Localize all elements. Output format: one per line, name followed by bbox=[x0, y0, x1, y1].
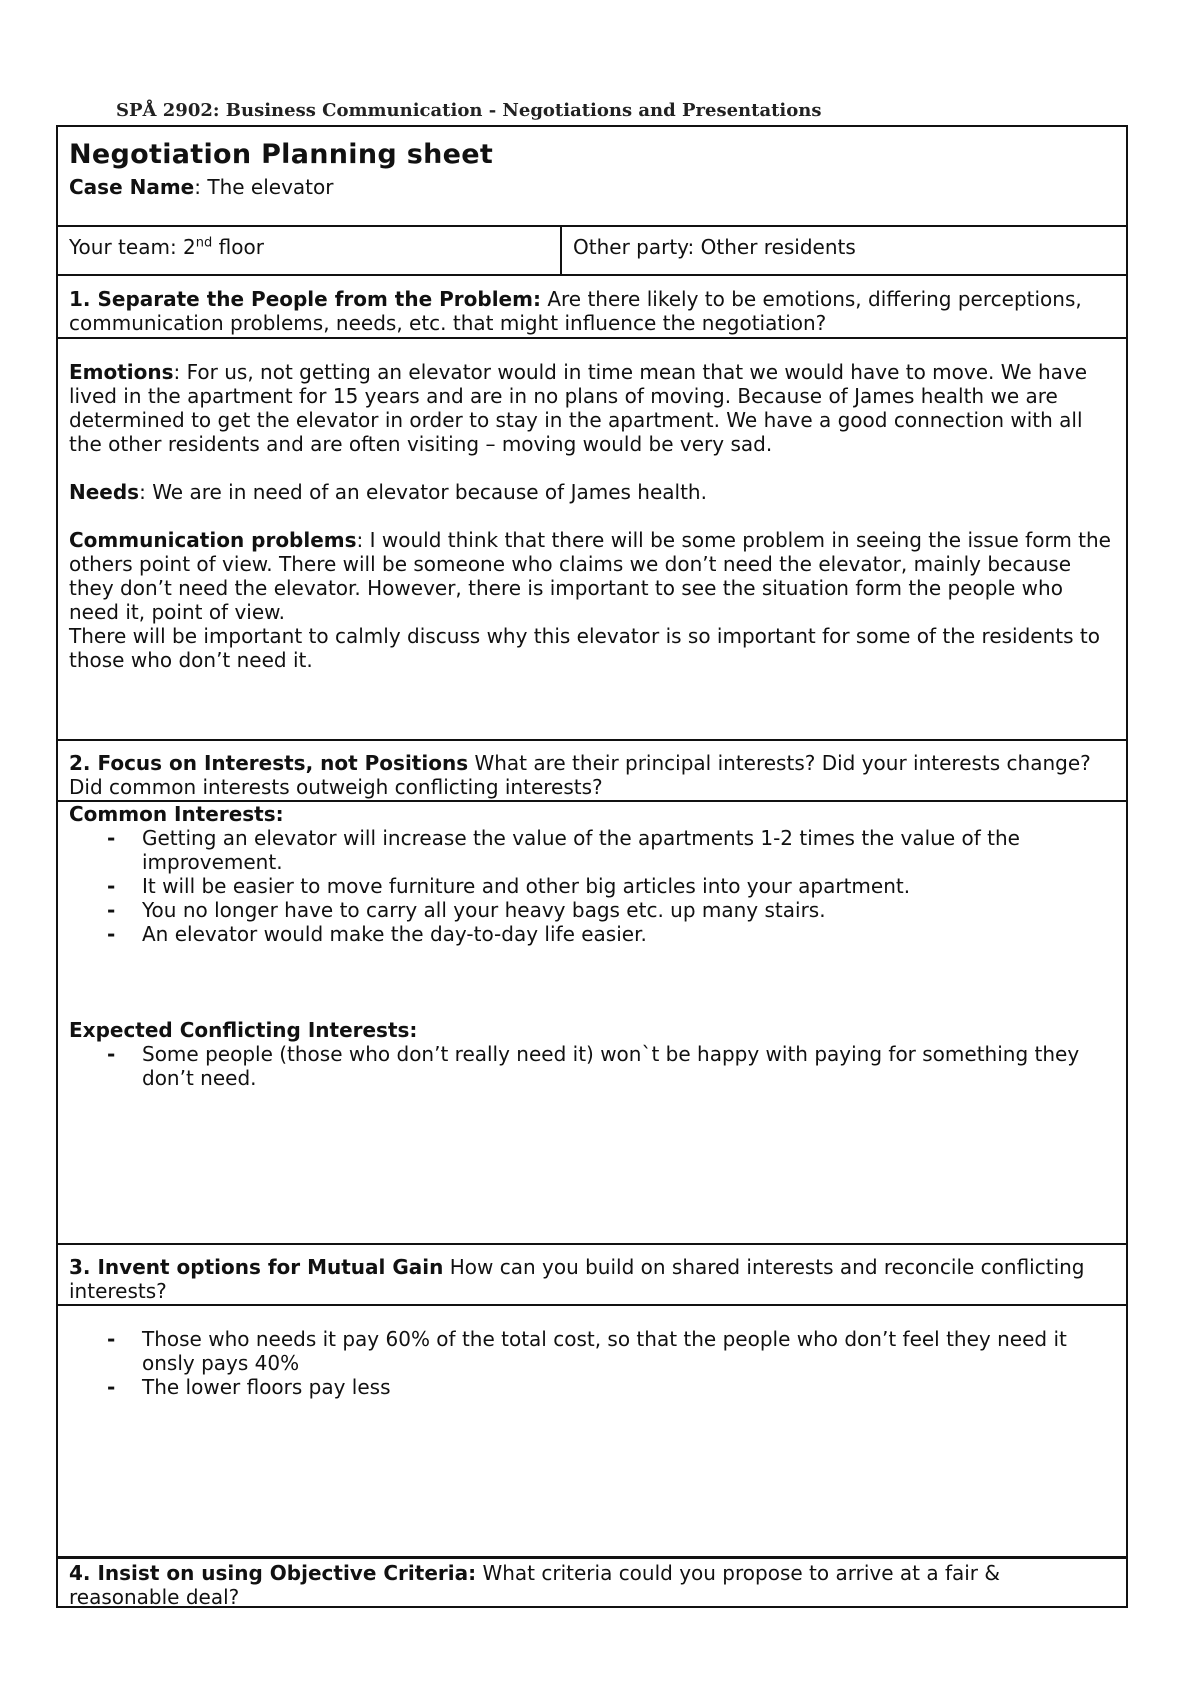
section1-heading-row bbox=[58, 274, 1126, 337]
needs-paragraph bbox=[69, 480, 1115, 504]
section2-heading-row bbox=[58, 739, 1126, 800]
team-sup: nd bbox=[195, 235, 213, 251]
needs-text: : We are in need of an elevator because of James health. bbox=[139, 480, 707, 504]
sheet-title: Negotiation Planning sheet bbox=[69, 139, 494, 170]
parties-row bbox=[58, 225, 1126, 274]
emotions-label: Emotions bbox=[69, 360, 174, 384]
communication-label: Communication problems bbox=[69, 528, 357, 552]
team-label: Your team: 2 bbox=[69, 235, 196, 259]
section1-answer bbox=[58, 337, 1126, 739]
section4-heading: 4. Insist on using Objective Criteria: bbox=[69, 1561, 477, 1585]
section3-answer bbox=[58, 1304, 1126, 1556]
planning-sheet bbox=[56, 125, 1128, 1608]
section2-question: What are their principal interests? Did your interests change? Did common interests outweigh conflicting interests? bbox=[69, 751, 1091, 799]
section3-heading-row bbox=[58, 1243, 1126, 1304]
section1-question: Are there likely to be emotions, differing perceptions, communication problems, needs, etc. that might influence the negotiation? bbox=[69, 287, 1082, 335]
list-item: - Those who needs it pay 60% of the total cost, so that the people who don’t feel they need it onsly pays 40% bbox=[69, 1327, 1115, 1375]
other-party-cell: Other party: Other residents bbox=[573, 235, 856, 259]
list-item: - Some people (those who don’t really need it) won`t be happy with paying for something they don’t need. bbox=[69, 1042, 1115, 1090]
common-interests-list bbox=[69, 826, 1115, 946]
list-item: - Getting an elevator will increase the value of the apartments 1-2 times the value of the improvement. bbox=[69, 826, 1115, 874]
needs-label: Needs bbox=[69, 480, 140, 504]
list-item: - An elevator would make the day-to-day life easier. bbox=[69, 922, 1115, 946]
emotions-paragraph bbox=[69, 360, 1115, 456]
communication-text: : I would think that there will be some problem in seeing the issue form the others point of view. There will be someone who claims we don’t need the elevator, mainly because they don’t need the elevator. However, there is important to see the situation form the people who need it, point of view. bbox=[69, 528, 1111, 624]
case-name bbox=[69, 175, 1115, 199]
course-header: SPÅ 2902: Business Communication - Negotiations and Presentations bbox=[116, 100, 822, 121]
list-item: - The lower floors pay less bbox=[69, 1375, 1115, 1399]
your-team-cell bbox=[58, 227, 562, 276]
case-name-label: Case Name bbox=[69, 175, 195, 199]
list-item: - It will be easier to move furniture and other big articles into your apartment. bbox=[69, 874, 1115, 898]
options-list bbox=[69, 1327, 1115, 1399]
emotions-text: : For us, not getting an elevator would in time mean that we would have to move. We have lived in the apartment for 15 years and are in no plans of moving. Because of James health we are determined to get the elevator in order to stay in the apartment. We have a good connection with all the other residents and are often visiting – moving would be very sad. bbox=[69, 360, 1088, 456]
title-block bbox=[58, 127, 1126, 225]
communication-paragraph bbox=[69, 528, 1115, 624]
common-interests-label: Common Interests: bbox=[69, 802, 284, 826]
conflicting-interests-label: Expected Conflicting Interests: bbox=[69, 1018, 418, 1042]
section4-heading-row bbox=[58, 1556, 1126, 1609]
section2-heading: 2. Focus on Interests, not Positions bbox=[69, 751, 469, 775]
communication-paragraph-2: There will be important to calmly discuss why this elevator is so important for some of the residents to those who don’t need it. bbox=[69, 624, 1100, 672]
list-item: - You no longer have to carry all your heavy bags etc. up many stairs. bbox=[69, 898, 1115, 922]
case-name-value: : The elevator bbox=[194, 175, 334, 199]
section2-answer bbox=[58, 800, 1126, 1243]
section4-question: What criteria could you propose to arrive at a fair & reasonable deal? bbox=[69, 1561, 1000, 1609]
section3-question: How can you build on shared interests and reconcile conflicting interests? bbox=[69, 1255, 1085, 1303]
team-suffix: floor bbox=[212, 235, 264, 259]
section3-heading: 3. Invent options for Mutual Gain bbox=[69, 1255, 444, 1279]
section1-heading: 1. Separate the People from the Problem: bbox=[69, 287, 541, 311]
conflicting-interests-list bbox=[69, 1042, 1115, 1090]
